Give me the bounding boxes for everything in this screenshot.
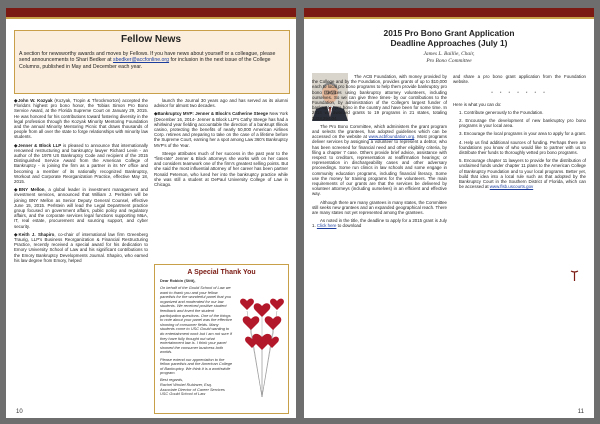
article-title-line-2: Deadline Approaches (July 1) xyxy=(390,38,508,48)
email-link[interactable]: sbedker@accfonline.org xyxy=(113,57,170,64)
letter-body-2: Please extend our appreciation to the fellow panelists and the American College of Bankruptcy. We think it is a worthwhile program. xyxy=(160,356,233,376)
news-item xyxy=(14,187,148,229)
news-item-text: launch the Journal 30 years ago and has served as its alumni advisor for almost two decades. xyxy=(154,98,288,109)
page-number-left: 10 xyxy=(16,409,23,415)
fellow-news-intro xyxy=(19,51,283,70)
action-list-item xyxy=(453,140,586,156)
action-list-item xyxy=(453,118,586,128)
header-rule xyxy=(304,17,594,19)
news-item xyxy=(14,143,148,185)
news-item-name: BNY Mellon xyxy=(18,187,45,193)
news-item-text: (Kozyak, Tropin & Throckmorton) accepted the Florida's highest pro bono honor, the Tobias Simon Pro Bono Service Award, at the Florida Supreme Court on January 29, 2015. He was honored for his contributions toward fostering diversity in the legal profession through the Kozyak Minority Mentoring Foundation and the annual Minority Mentoring Picnic that draws thousands of people from all over the state to forge relationships with minority law students. xyxy=(14,98,148,140)
news-column-1 xyxy=(14,98,148,266)
heart-balloons-illustration xyxy=(239,289,285,401)
grant-col2-lead: and share a pro bono grant application from the Foundation website. xyxy=(453,74,586,85)
news-item xyxy=(154,98,288,108)
news-item-text: , co-chair of international law firm Greenberg Traurig, LLP's Business Reorganization & Financial Restructuring Practice, recently received a special award for his dedication to Emory University School of Law and his significant contributions to the Emory Bankruptcy Developments Journal. Shapiro, who earned his law degree from Emory, helped xyxy=(14,231,148,263)
news-item-text: New York (December 16, 2014- Jenner & Block LLP's Cathy Steege has had a whirlwind year fielding accountable the direction of a bankrupt Illinois casino, protecting the benefits of nearly 50,000 American Airlines Corp. retirees and preparing to take on the case of a lifetime before the Supreme Court, earning her a spot among Law 360's Bankruptcy MVP's of the Year. xyxy=(154,111,288,148)
news-column-2 xyxy=(154,98,288,190)
action-item-text: 3. Encourage the local programs in your area to apply for a grant. xyxy=(459,131,586,137)
letter-signer-title: Associate Director of Career Services xyxy=(160,386,225,392)
news-item-text: , a global leader in investment management and investment services, announced that William J. Perlstein will be joining BNY Mellon as Senior Deputy General Counsel, effective June 15, 2015. Perlstein will lead the Legal Department practice group focused on government affairs, public policy and regulatory affairs, and the corporate services legal functions supporting M&A, IT, real estate, procurement and sourcing support, and cyber security. xyxy=(14,187,148,229)
letter-signer: Rachel Wrobel Rubinzer, Esq. xyxy=(160,381,212,387)
action-item-text: 5. Encourage chapter 11 lawyers to provide for the distribution of unclaimed funds under chapter 11 plans to the American College of Bankruptcy Foundation and to your local programs. Better yet, build that idea into a local rule such as that adopted by the Bankruptcy Court in the Southern District of Florida, which can be accessed at xyxy=(459,158,586,190)
letter-signer-org: USC Gould School of Law xyxy=(160,391,206,397)
intro-text: A section for newsworthy awards and moves by Fellows. If you have news about yourself or a colleague, please send announcements to Shari Bedker at xyxy=(19,51,276,64)
acb-foundation-link[interactable]: www.acbfoundation.org xyxy=(368,134,415,140)
diamond-bullet-icon: ◆ xyxy=(154,111,158,117)
flsb-uscourts-link[interactable]: www.flsb.uscourts.gov xyxy=(489,184,534,190)
action-item-text: 1. Contribute generously to the Foundation. xyxy=(459,109,544,115)
grant-paragraph-3: Although there are many grantees in many states, the Committee still seeks new grantees and an expanded geographical reach. There are many states not yet represented among the grantees. xyxy=(312,199,447,216)
letter-closing: Best regards, xyxy=(160,377,184,383)
para4-rest: to download xyxy=(336,223,362,229)
click-here-link[interactable]: Click here xyxy=(316,223,337,229)
grant-paragraph-2 xyxy=(312,124,447,197)
author-role: Pro Bono Committee xyxy=(426,58,472,64)
grant-column-2 xyxy=(453,74,586,192)
diamond-bullet-icon: ◆ xyxy=(14,231,19,237)
news-item-name: Jenner & Block LLP xyxy=(17,142,62,148)
diamond-bullet-icon: ◆ xyxy=(14,98,18,103)
news-item-text: is pleased to announce that internationally renowned restructuring and bankruptcy lawyer Richard Levin - an author of the 1978 US Bankruptcy Code and recipient of the 2015 Distinguished Service Award from the American College of Bankruptcy - is joining the firm as a partner in its NY office and becoming a member of its nationally recognized Bankruptcy, Workout and Corporate Reorganization Practice, effective May 18, 2015. xyxy=(14,142,148,185)
action-list-item xyxy=(453,158,586,189)
grant-column-1 xyxy=(312,74,447,232)
page-number-right: 11 xyxy=(577,409,584,415)
thank-you-letter xyxy=(160,279,234,397)
diamond-bullet-icon: ◆ xyxy=(14,187,19,193)
letter-body-1: On behalf of the Gould School of Law we want to thank you and your fellow panelists for the wonderful panel that you organized and moderated for our law students. We received positive student feedback and loved the student participation questions. One of the things to note about your panel was the effective showing of consumer fields. Many students come to USC Gould wanting to do entertainment work but I am not sure if they have fully thought out what entertainment law is. I think your panel showed the consumer business both worlds. xyxy=(160,285,233,355)
para2-rest: . Most programs deliver services by assigning a volunteer to represent a debtor, who has been screened for financial need and other eligibility criteria, by filing a chapter 7 case. Others provide brief advice, assistance with respect to creditors, representation at reaffirmation hearings; or representation in dischargeability cases and other adversary proceedings. Some run clinics in law schools and some engage in community education programs, including financial literacy. Some use the money for training programs for the volunteers. The main requirements of our grants are that the services be delivered by volunteer attorneys (including ourselves) in an efficient and effective way. xyxy=(312,134,447,197)
grant-lead-paragraph: The ACB Foundation, with money provided by the College and by the Foundation, provides grants of up to $10,000 each to local pro bono programs to help them provide bankruptcy pro bono services using bankruptcy attorney volunteers, including ourselves. So we can give three times- by our contributions to the Foundation, by administration of the College's largest funder of bankruptcy pro bono in the country and have been for some time. In 2014 we awarded grants to 19 programs in 21 states, totaling $328,294.04. xyxy=(312,74,447,121)
header-banner xyxy=(304,8,594,17)
header-banner xyxy=(6,8,296,17)
thank-you-box xyxy=(154,264,289,414)
page-10 xyxy=(6,8,296,418)
news-item xyxy=(14,98,148,140)
article-title-line-1: 2015 Pro Bono Grant Application xyxy=(383,28,515,38)
intro-text-2: for inclusion in the next issue of the College Columns, published in May and December each year. xyxy=(19,57,271,70)
news-item-name: Bankruptcy MVP: Jenner & Block's Catherine Steege xyxy=(157,111,269,117)
news-item xyxy=(154,111,288,147)
action-list-item xyxy=(453,131,586,136)
grant-paragraph-4 xyxy=(312,218,447,228)
thank-you-title: A Special Thank You xyxy=(187,269,256,276)
diamond-bullet-icon: ◆ xyxy=(14,142,18,148)
letter-greeting: Dear Robbin (Stitt), xyxy=(160,278,196,283)
news-item xyxy=(154,151,288,187)
para2-text: The Pro Bono Committee, which administers the grant program and selects the grantees, has adopted guidelines which can be accessed on the website at xyxy=(312,123,447,140)
news-item xyxy=(14,232,148,263)
para4-text: As noted in the title, the deadline to apply for a 2015 grant is July 1. xyxy=(312,218,447,229)
fellow-news-title: Fellow News xyxy=(120,34,181,45)
action-item-text: 2. Encourage the development of new bankruptcy pro bono programs in your local area. xyxy=(459,118,586,129)
action-list-intro: Here is what you can do: xyxy=(453,101,502,107)
action-list-item xyxy=(453,110,586,115)
news-item-name: John W. Kozyak xyxy=(17,98,53,103)
author-byline: James L. Baillie, Chair, xyxy=(423,51,475,57)
section-divider-stars: * * * * * * * xyxy=(491,90,548,96)
action-list xyxy=(453,110,586,190)
news-item-text: Steege attributes much of her success in the past year to the "first-rate" Jenner & Block attorneys she works with on her cases and considers teamwork one of the firm's greatest selling points. But she said the most influential attorney of her career has been partner Ronald Peterson, who lured her into the bankruptcy practice while she was still a student at DePaul University College of Law in Chicago. xyxy=(154,150,288,188)
header-rule xyxy=(6,17,296,19)
page-11 xyxy=(304,8,594,418)
news-item-name: Keith J. Shapiro xyxy=(18,231,55,237)
action-item-text: 4. Help us find additional sources of funding. Perhaps there are foundations you know of who would like to partner with us to distribute their funds to thoroughly vetted pro bono programs. xyxy=(459,139,586,156)
end-mark-icon xyxy=(570,270,579,282)
